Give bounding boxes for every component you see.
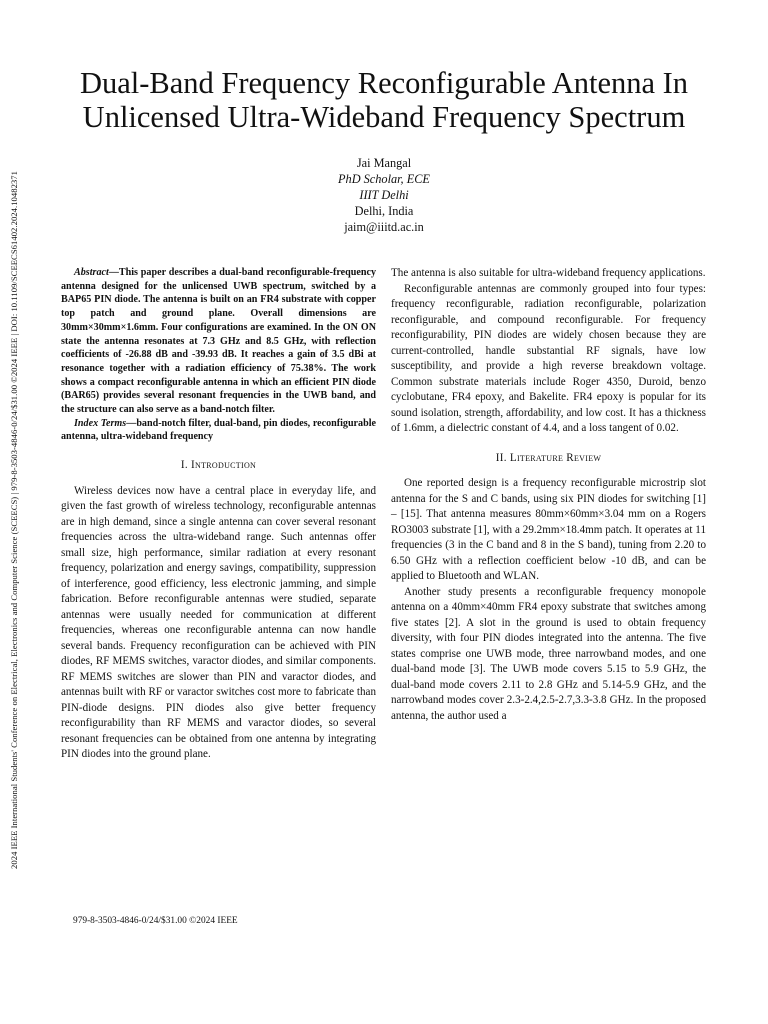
index-terms: [61, 417, 376, 444]
abstract-label: Abstract: [74, 267, 109, 278]
author-location: Delhi, India: [354, 204, 414, 218]
copyright-footer: 979-8-3503-4846-0/24/$31.00 ©2024 IEEE: [73, 916, 238, 926]
abstract: [61, 266, 376, 417]
section-heading-introduction: I. Introduction: [180, 459, 257, 472]
lit-paragraph-1: One reported design is a frequency reconfigurable microstrip slot antenna for the S and C bands, using six PIN diodes for switching [1] – [15]. That antenna measures 80mm×60mm×3.04 mm on a Rogers RO3003 substrate [1], with a 29.2mm×18.4mm patch. It operates at 11 frequencies (3 in the C band and 8 in the S band), tuning from 2.20 to 6.50 GHz with a reflection coefficient below -10 dB, and can be applied to Bluetooth and WLAN.: [391, 477, 706, 582]
paper-title: Dual-Band Frequency Reconfigurable Antenna In Unlicensed Ultra-Wideband Frequency Spectrum: [79, 66, 689, 134]
section-heading-literature-review: II. Literature Review: [495, 451, 602, 464]
author-institute: IIIT Delhi: [359, 188, 409, 202]
right-paragraph-1: The antenna is also suitable for ultra-wideband frequency applications.: [391, 267, 706, 279]
left-column: [61, 266, 376, 763]
author-position: PhD Scholar, ECE: [338, 172, 430, 186]
right-paragraph-2: Reconfigurable antennas are commonly grouped into four types: frequency reconfigurable, radiation reconfigurable, polarization reconfigurable, and compound reconfigurable. For frequency reconfigurability, PIN diodes are widely chosen because they are current-controlled, handle substantial RF signals, have low susceptibility, and provide a high reverse breakdown voltage. Common substrate materials include Roger 4350, Duroid, benzo cyclobutane, FR4 epoxy, and Bakelite. FR4 epoxy is popular for its sound isolation, strength, affordability, and low cost. It has a thickness of 1.6mm, a dielectric constant of 4.4, and a loss tangent of 0.02.: [391, 282, 706, 434]
index-terms-text: —band-notch filter, dual-band, pin diodes, reconfigurable antenna, ultra-wideband frequency: [61, 417, 376, 443]
index-terms-label: Index Terms: [74, 417, 127, 429]
right-column: [391, 266, 706, 724]
abstract-text: —This paper describes a dual-band reconfigurable-frequency antenna designed for the unlicensed UWB spectrum, switched by a BAP65 PIN diode. The antenna is built on an FR4 substrate with copper top patch and ground plane. Overall dimensions are 30mm×30mm×1.6mm. Four configurations are examined. In the ON ON state the antenna resonates at 7.3 GHz and 8.5 GHz, with reflection coefficients of -26.88 dB and -39.93 dB. It reaches a gain of 3.5 dBi at resonance together with a radiation efficiency of 75.38%. The work shows a compact reconfigurable antenna in which an efficient PIN diode (BAR65) provides several resonant frequencies in the UWB band, and the structure can also serve as a band-notch filter.: [61, 267, 376, 416]
author-email: jaim@iiitd.ac.in: [344, 220, 424, 234]
lit-paragraph-2: Another study presents a reconfigurable frequency monopole antenna on a 40mm×40mm FR4 epoxy substrate that switches among five states [2]. A slot in the ground is used to obtain frequency diversity, with four PIN diodes integrated into the antenna. The five states comprise one UWB mode, three narrowband modes, and one dual-band mode [3]. The UWB mode covers 5.15 to 5.9 GHz, the dual-band mode covers 2.11 to 2.8 GHz and 5.14-5.9 GHz, and the narrowband modes cover 2.3-2.4,2.5-2.7,3.3-3.8 GHz. In the proposed antenna, the author used a: [391, 585, 706, 722]
author-name: Jai Mangal: [356, 156, 412, 170]
side-doi-text: 2024 IEEE International Students' Conference on Electrical, Electronics and Computer Science (SCEECS) | 979-8-3503-4846-0/24/$31.00 ©2024 IEEE | DOI: 10.1109/SCEECS61402.2024.10482371: [9, 171, 19, 869]
intro-paragraph: Wireless devices now have a central place in everyday life, and given the fast growth of wireless technology, reconfigurable antennas are in high demand, since a single antenna can cover several resonant frequencies across the ultra-wideband range. Such antennas offer small size, high performance, similar radiation at every resonant frequency, polarization and energy savings, compatibility, suppression of interference, good efficiency, less electronic jamming, and simple fabrication. Before reconfigurable antennas were studied, separate antennas were usually needed for communication at different frequencies, whereas one reconfigurable antenna can now handle several bands. Frequency reconfiguration can be achieved with PIN diodes, RF MEMS switches, varactor diodes, and similar components. RF MEMS switches are slower than PIN and varactor diodes, and antennas built with RF or varactor switches cost more to fabricate than PIN-diode designs. PIN diodes also give better frequency reconfigurability than RF MEMS and varactor diodes, so several resonant frequencies can be obtained from one antenna by integrating PIN diodes into the ground plane.: [61, 484, 376, 761]
author-block: [0, 155, 768, 235]
